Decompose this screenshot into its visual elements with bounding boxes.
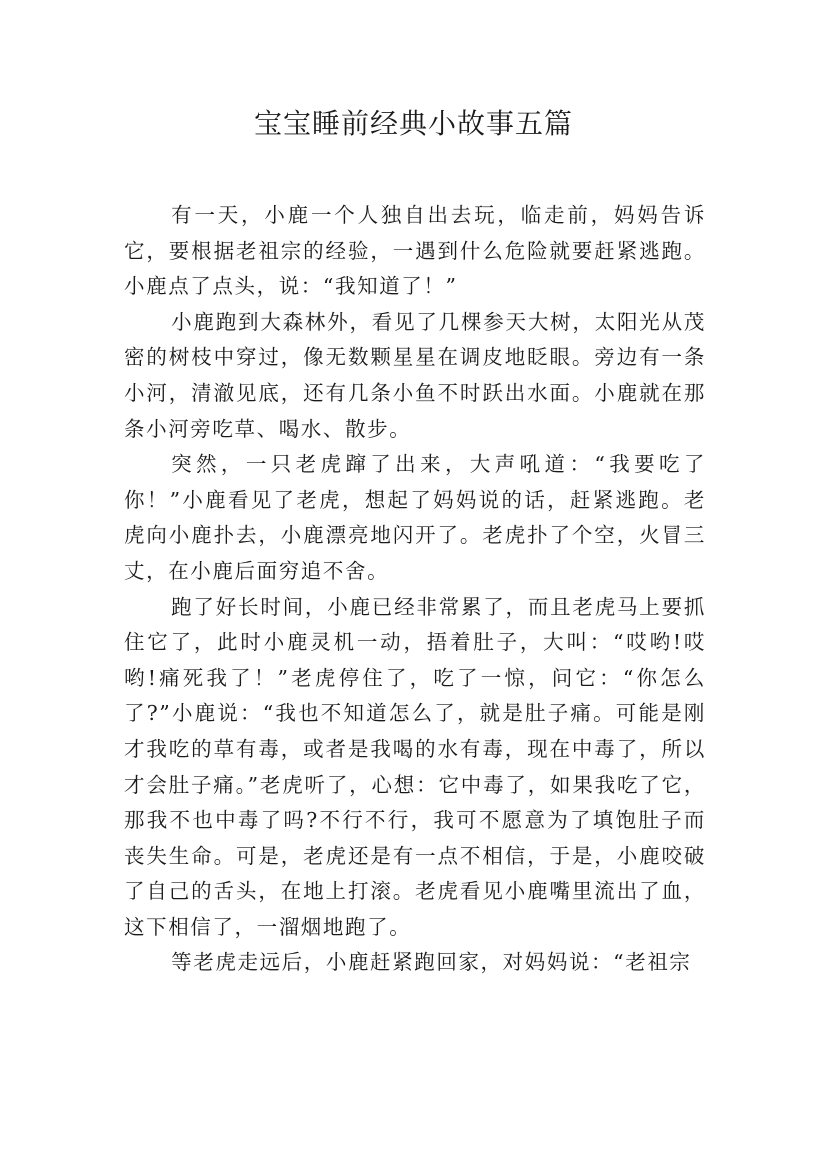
story-paragraph: 小鹿跑到大森林外，看见了几棵参天大树，太阳光从茂密的树枝中穿过，像无数颗星星在调皮地眨眼。旁边有一条小河，清澈见底，还有几条小鱼不时跃出水面。小鹿就在那条小河旁吃草、喝水、散步。 [124, 309, 706, 441]
story-body [124, 198, 706, 981]
story-paragraph: 有一天，小鹿一个人独自出去玩，临走前，妈妈告诉它，要根据老祖宗的经验，一遇到什么危险就要赶紧逃跑。小鹿点了点头，说：“我知道了！” [124, 203, 706, 299]
story-paragraph: 等老虎走远后，小鹿赶紧跑回家，对妈妈说：“老祖宗 [171, 950, 692, 975]
story-paragraph: 跑了好长时间，小鹿已经非常累了，而且老虎马上要抓住它了，此时小鹿灵机一动，捂着肚子，大叫：“哎哟!哎哟!痛死我了！”老虎停住了，吃了一惊，问它：“你怎么了?”小鹿说：“我也不知道怎么了，就是肚子痛。可能是刚才我吃的草有毒，或者是我喝的水有毒，现在中毒了，所以才会肚子痛。”老虎听了，心想：它中毒了，如果我吃了它，那我不也中毒了吗?不行不行，我可不愿意为了填饱肚子而丧失生命。可是，老虎还是有一点不相信，于是，小鹿咬破了自己的舌头，在地上打滚。老虎看见小鹿嘴里流出了血，这下相信了，一溜烟地跑了。 [124, 594, 706, 939]
story-paragraph: 突然，一只老虎蹿了出来，大声吼道：“我要吃了你！”小鹿看见了老虎，想起了妈妈说的话，赶紧逃跑。老虎向小鹿扑去，小鹿漂亮地闪开了。老虎扑了个空，火冒三丈，在小鹿后面穷追不舍。 [124, 452, 706, 583]
document-title: 宝宝睡前经典小故事五篇 [253, 107, 573, 140]
